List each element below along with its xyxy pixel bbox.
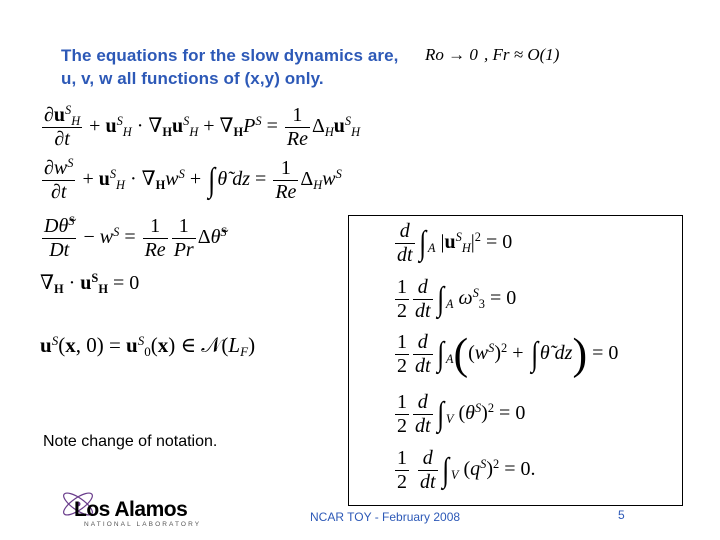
equation-temperature: $\frac{D\thetã^S}{Dt}$ − $w^S$ = $\frac{1}{Re}$ $\frac{1}{Pr}$ Δθ̃$^S$ bbox=[44, 214, 227, 261]
title-line-2: u, v, w all functions of (x,y) only. bbox=[61, 69, 324, 88]
equation-vertical-velocity: $\frac{\partial w^S}{\partial t}$ + $u^S_H \cdot \nabla_Hw^S$ + ∫ θ̃ dz = $\frac{1}{Re}$ $\Delta_Hw^S$ bbox=[44, 156, 342, 203]
notation-note: Note change of notation. bbox=[43, 433, 218, 450]
page-number: 5 bbox=[618, 508, 625, 522]
conservation-vorticity: $\frac{1}{2}$ $\frac{d}{dt}$ ∫ $_A$ $\omega^S_3 = 0$ bbox=[397, 276, 517, 322]
equation-initial-condition: $u^S(x$, $0) = u^S_0(x)$ ∈ $𝒩(L_F)$ bbox=[40, 332, 256, 359]
conservation-potential-energy: $\frac{1}{2}$ $\frac{d}{dt}$ ∫ $_A((w^S)^2$ + ∫ θ̃ dz) = 0 bbox=[397, 329, 619, 379]
conservation-theta: $\frac{1}{2}$ $\frac{d}{dt}$ ∫ $_V$ $(\theta^S)^2 = 0$ bbox=[397, 391, 526, 437]
conservation-q: $\frac{1}{2}$ $\frac{d}{dt}$ ∫ $_V$ $(q^S)^2 = 0$. bbox=[397, 447, 536, 493]
footer-center-text: NCAR TOY - February 2008 bbox=[310, 510, 461, 524]
conservation-laws-box bbox=[348, 215, 683, 506]
los-alamos-logo bbox=[58, 484, 202, 528]
logo-subtitle: NATIONAL LABORATORY bbox=[84, 521, 202, 528]
equation-momentum: $\frac{\partial u^S_H}{\partial t}$ + $u^S_H \cdot \nabla_Hu^S_H + \nabla_HP^S$ = $\frac{1}{Re}$ $\Delta_Hu^S_H$ bbox=[44, 103, 361, 150]
title-condition-fr: , Fr ≈ O(1) bbox=[484, 45, 560, 64]
conservation-energy: $\frac{d}{dt}$ ∫ $_A$ $|u^S_H|^2 = 0$ bbox=[397, 220, 513, 266]
equation-divergence: $\nabla_H \cdot u^S_H = 0$ bbox=[40, 271, 140, 296]
logo-name: Los Alamos bbox=[74, 498, 188, 521]
title-condition-ro: Ro → 0 bbox=[425, 45, 478, 64]
title-line-1: The equations for the slow dynamics are, bbox=[61, 46, 399, 65]
